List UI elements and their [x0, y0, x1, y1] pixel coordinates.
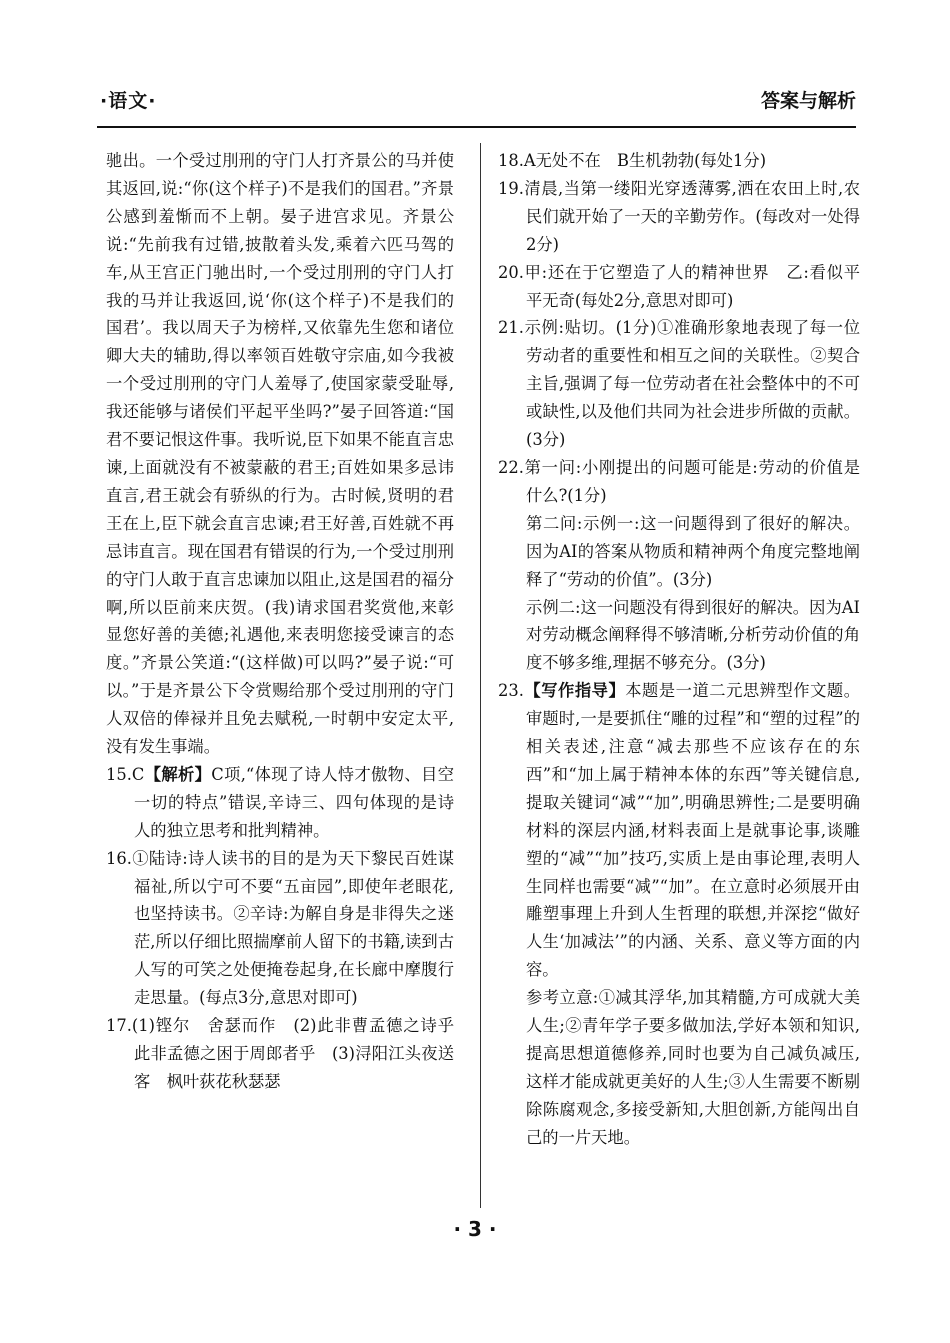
answer-19: 19.清晨,当第一缕阳光穿透薄雾,洒在农田上时,农民们就开始了一天的辛勤劳作。(每改对一处得2分): [498, 178, 860, 254]
answer-15: [106, 761, 454, 845]
answer-15-number: 15.C: [106, 764, 145, 784]
answer-23: [498, 677, 860, 984]
answer-17: 17.(1)铿尔 舍瑟而作 (2)此非曹孟德之诗乎 此非孟德之困于周郎者乎 (3)浔阳江头夜送客 枫叶荻花秋瑟瑟: [106, 1016, 471, 1091]
translation-text: 驰出。一个受过刖刑的守门人打齐景公的马并使其返回,说:“你(这个样子)不是我们的国君。”齐景公感到羞惭而不上朝。晏子进宫求见。齐景公说:“先前我有过错,披散着头发,乘着六匹马驾的车,从王宫正门驰出时,一个受过刖刑的守门人打我的马并让我返回,说‘你(这个样子)不是我们的国君’。我以周天子为榜样,又依靠先生您和诸位卿大夫的辅助,得以率领百姓敬守宗庙,如今我被一个受过刖刑的守门人羞辱了,使国家蒙受耻辱,我还能够与诸侯们平起平坐吗?”晏子回答道:“国君不要记恨这件事。我听说,臣下如果不能直言忠谏,上面就没有不被蒙蔽的君王;百姓如果多忌讳直言,君王就会有骄纵的行为。古时候,贤明的君王在上,臣下就会直言忠谏;君王好善,百姓就不再忌讳直言。现在国君有错误的行为,一个受过刖刑的守门人敢于直言忠谏加以阻止,这是国君的福分啊,所以臣前来庆贺。(我)请求国君奖赏他,来彰显您好善的美德;礼遇他,来表明您接受谏言的态度。”齐景公笑道:“(这样做)可以吗?”晏子说:“可以。”于是齐景公下令赏赐给那个受过刖刑的守门人双倍的俸禄并且免去赋税,一时朝中安定太平,没有发生事端。: [106, 151, 454, 757]
answer-15-body: C项,“体现了诗人恃才傲物、目空一切的特点”错误,辛诗三、四句体现的是诗人的独立思考和批判精神。: [134, 764, 454, 840]
answer-22-third: 示例二:这一问题没有得到很好的解决。因为AI对劳动概念阐释得不够清晰,分析劳动价值的角度不够多维,理据不够充分。(3分): [526, 597, 860, 673]
answer-16: 16.①陆诗:诗人读书的目的是为天下黎民百姓谋福祉,所以宁可不要“五亩园”,即使年老眼花,也坚持读书。②辛诗:为解自身是非得失之迷茫,所以仔细比照揣摩前人留下的书籍,读到古人写的可笑之处便掩卷起身,在长廊中摩腹行走思量。(每点3分,意思对即可): [106, 848, 454, 1008]
answer-23-body: 本题是一道二元思辨型作文题。审题时,一是要抓住“雕的过程”和“塑的过程”的相关表述,注意“减去那些不应该存在的东西”和“加上属于精神本体的东西”等关键信息,提取关键词“减”“加”,明确思辨性;二是要明确材料的深层内涵,材料表面上是就事论事,谈雕塑的“减”“加”技巧,实质上是由事论理,表明人生同样也需要“减”“加”。在立意时必须展开由雕塑事理上升到人生哲理的联想,并深挖“做好人生‘加减法’”的内涵、关系、意义等方面的内容。: [526, 681, 860, 980]
subject-label: ·语文·: [100, 90, 157, 112]
answer-23-number: 23.: [498, 681, 524, 701]
column-divider: [480, 143, 481, 1208]
left-column: [106, 147, 471, 1096]
answer-15-tag: 【解析】: [144, 764, 212, 784]
answer-20: 20.甲:还在于它塑造了人的精神世界 乙:看似平平无奇(每处2分,意思对即可): [498, 262, 860, 310]
answer-21: 21.示例:贴切。(1分)①准确形象地表现了每一位劳动者的重要性和相互之间的关联性。②契合主旨,强调了每一位劳动者在社会整体中的不可或缺性,以及他们共同为社会进步所做的贡献。(3分): [498, 318, 860, 450]
answer-23-tag: 【写作指导】: [523, 681, 626, 701]
page-number: · 3 ·: [453, 1217, 497, 1241]
section-title: 答案与解析: [760, 90, 856, 112]
right-column: [498, 147, 860, 1152]
answer-18: 18.A无处不在 B生机勃勃(每处1分): [498, 151, 767, 170]
header-divider: [97, 126, 856, 128]
answer-22-second: 第二问:示例一:这一问题得到了很好的解决。因为AI的答案从物质和精神两个角度完整地阐释了“劳动的价值”。(3分): [526, 513, 860, 589]
answer-23-reference: 参考立意:①减其浮华,加其精髓,方可成就大美人生;②青年学子要多做加法,学好本领和知识,提高思想道德修养,同时也要为自己减负减压,这样才能成就更美好的人生;③人生需要不断剔除陈腐观念,多接受新知,大胆创新,方能闯出自己的一片天地。: [526, 988, 860, 1147]
answer-22-first: 22.第一问:小刚提出的问题可能是:劳动的价值是什么?(1分): [498, 457, 860, 505]
